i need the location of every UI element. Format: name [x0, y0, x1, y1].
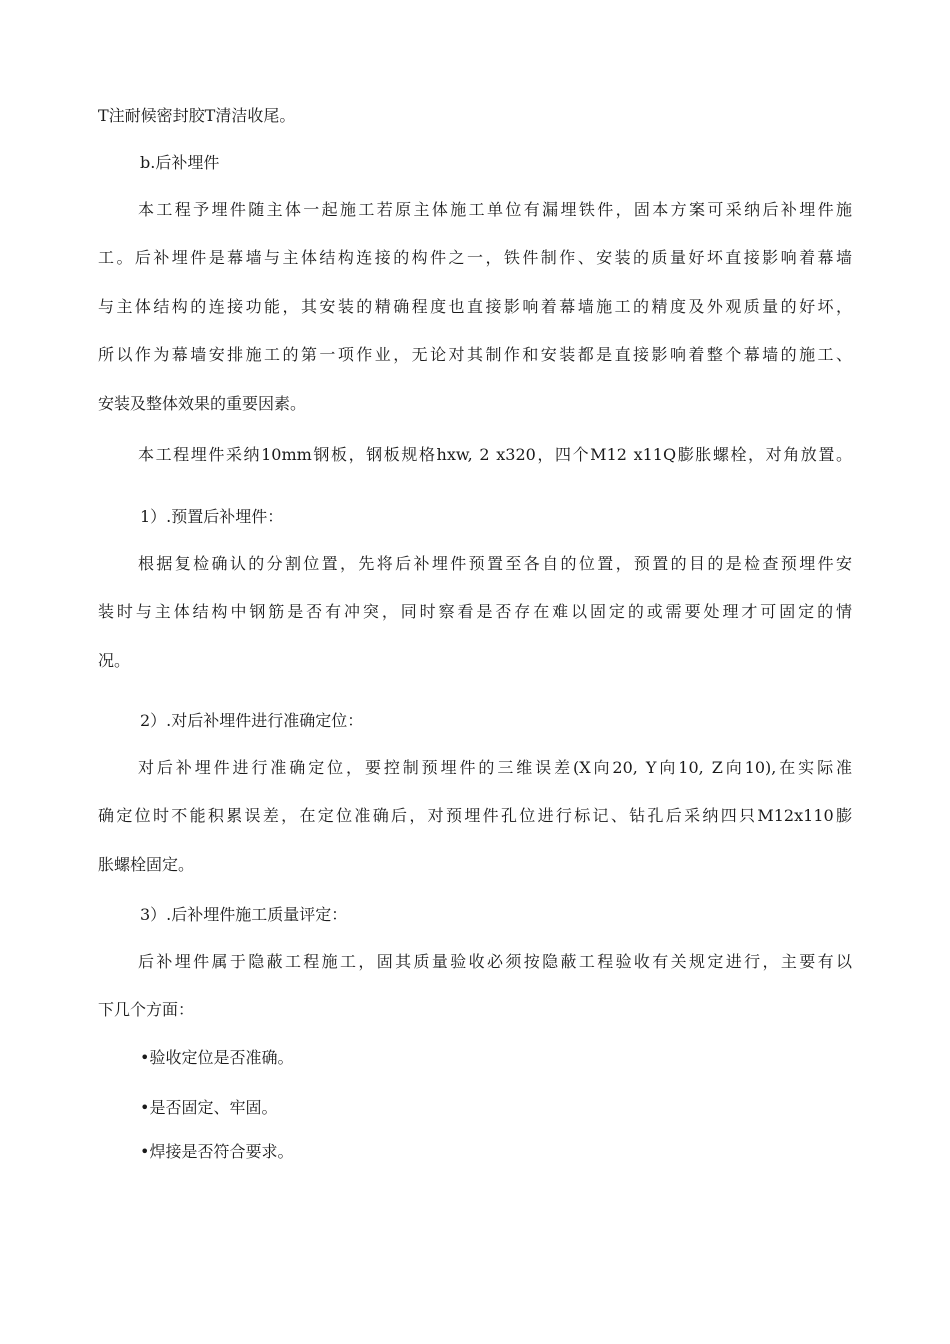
- heading-1-preset: 1）.预置后补埋件：: [140, 507, 284, 526]
- paragraph-2-line-1: 本工程埋件采纳10mm钢板，钢板规格hxw, 2 x320，四个M12 x11Q膨胀螺栓，对角放置。: [138, 445, 852, 464]
- heading-3-quality-assessment: 3）.后补埋件施工质量评定：: [140, 905, 348, 924]
- paragraph-5-line-2: 下几个方面：: [98, 1000, 195, 1019]
- bullet-item-2: •是否固定、牢固。: [140, 1098, 278, 1117]
- paragraph-1-line-5: 安装及整体效果的重要因素。: [98, 394, 307, 413]
- paragraph-4-line-3: 胀螺栓固定。: [98, 855, 195, 874]
- heading-b-post-embedded-parts: b.后补埋件: [140, 153, 220, 172]
- paragraph-3-line-3: 况。: [98, 651, 131, 670]
- paragraph-3-line-2: 装时与主体结构中钢筋是否有冲突，同时察看是否存在难以固定的或需要处理才可固定的情: [98, 602, 852, 621]
- paragraph-1-line-1: 本工程予埋件随主体一起施工若原主体施工单位有漏埋铁件，固本方案可采纳后补埋件施: [138, 200, 852, 219]
- paragraph-1-line-2: 工。后补埋件是幕墙与主体结构连接的构件之一，铁件制作、安装的质量好坏直接影响着幕墙: [98, 248, 852, 267]
- bullet-item-3: •焊接是否符合要求。: [140, 1142, 294, 1161]
- paragraph-1-line-3: 与主体结构的连接功能，其安装的精确程度也直接影响着幕墙施工的精度及外观质量的好坏，: [98, 297, 852, 316]
- text-line-process-end: T注耐候密封胶T清洁收尾。: [98, 106, 296, 125]
- paragraph-4-line-1: 对后补埋件进行准确定位，要控制预埋件的三维误差(X向20, Y向10, Z向10),在实际准: [138, 758, 852, 777]
- paragraph-3-line-1: 根据复检确认的分割位置，先将后补埋件预置至各自的位置，预置的目的是检查预埋件安: [138, 554, 852, 573]
- paragraph-4-line-2: 确定位时不能积累误差，在定位准确后，对预埋件孔位进行标记、钻孔后采纳四只M12x110膨: [98, 806, 852, 825]
- heading-2-positioning: 2）.对后补埋件进行准确定位：: [140, 711, 364, 730]
- paragraph-5-line-1: 后补埋件属于隐蔽工程施工，固其质量验收必须按隐蔽工程验收有关规定进行，主要有以: [138, 952, 852, 971]
- bullet-item-1: •验收定位是否准确。: [140, 1048, 294, 1067]
- paragraph-1-line-4: 所以作为幕墙安排施工的第一项作业，无论对其制作和安装都是直接影响着整个幕墙的施工、: [98, 345, 852, 364]
